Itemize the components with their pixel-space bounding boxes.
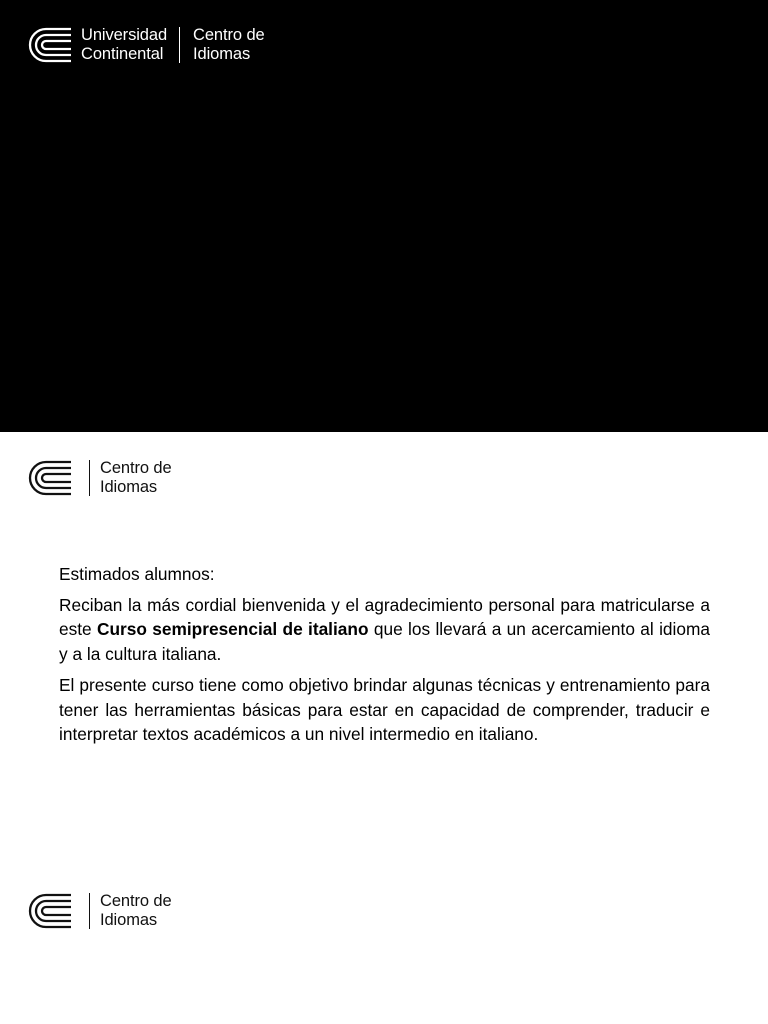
header-brand bbox=[28, 26, 265, 64]
center-name-line2: Idiomas bbox=[100, 911, 158, 929]
paragraph-text-start: Reciban la más cordial bienvenida y el agradecimiento personal para matricularse a este bbox=[59, 594, 710, 639]
letter-paragraph-welcome bbox=[59, 593, 710, 667]
letter-greeting: Estimados alumnos: bbox=[59, 564, 215, 584]
welcome-letter bbox=[59, 562, 710, 754]
center-name bbox=[100, 459, 172, 497]
center-name-line1: Centro de bbox=[100, 892, 172, 910]
center-name-line1: Centro de bbox=[100, 459, 172, 477]
section-brand bbox=[28, 459, 172, 497]
brand-divider bbox=[89, 893, 90, 929]
university-name-line2: Continental bbox=[81, 45, 164, 63]
center-name-line1: Centro de bbox=[193, 26, 265, 44]
continental-logo-icon bbox=[28, 893, 71, 929]
university-name-line1: Universidad bbox=[81, 26, 168, 44]
center-name-line2: Idiomas bbox=[193, 45, 251, 63]
center-name bbox=[193, 26, 265, 64]
continental-logo-icon bbox=[28, 27, 71, 63]
paragraph-text-end: que los llevará a un acercamiento al idioma y a la cultura italiana. bbox=[59, 619, 710, 664]
university-name bbox=[81, 26, 167, 64]
footer-brand bbox=[28, 892, 172, 930]
center-name-line2: Idiomas bbox=[100, 478, 158, 496]
continental-logo-icon bbox=[28, 460, 71, 496]
center-name bbox=[100, 892, 172, 930]
letter-paragraph-objective: El presente curso tiene como objetivo brindar algunas técnicas y entrenamiento para tener las herramientas básicas para estar en capacidad de comprender, traducir e interpretar textos académicos a un nivel intermedio en italiano. bbox=[59, 675, 710, 744]
course-name: Curso semipresencial de italiano bbox=[97, 619, 369, 639]
dark-banner bbox=[0, 0, 768, 432]
brand-divider bbox=[179, 27, 180, 63]
brand-divider bbox=[89, 460, 90, 496]
